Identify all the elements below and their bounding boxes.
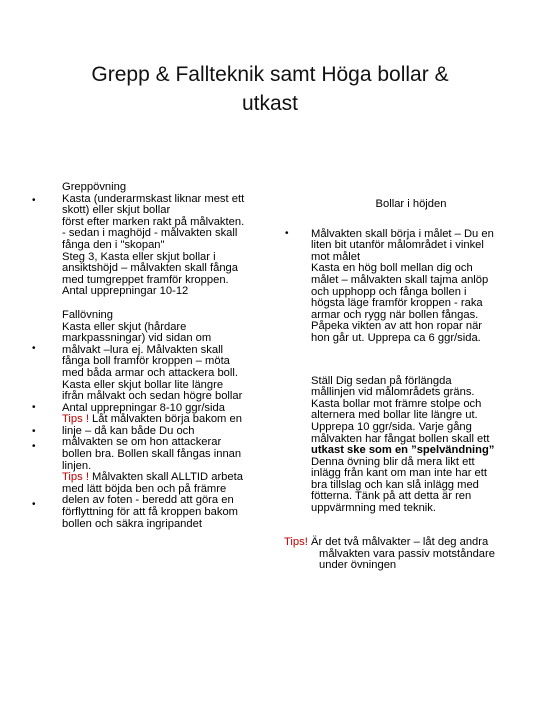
text-line: med tumgreppet framför kroppen. [62,273,229,286]
bullet: • [32,426,36,437]
text-line: Målvakten skall börja i målet – Du en [311,227,494,240]
text-line: skott) eller skjut bollar [62,204,171,217]
heading-high-balls: Bollar i höjden [375,198,447,210]
text-line: - sedan i maghöjd - målvakten skall [62,227,238,240]
text-line: utkast ske som en ”spelvändning” [311,444,495,457]
text-line: uppvärmning med teknik. [311,502,436,515]
heading-fall-exercise: Fallövning [62,308,113,321]
text-line: bollen och säkra ingripandet [62,517,202,530]
bullet: • [32,441,36,452]
title-line-1: Grepp & Fallteknik samt Höga bollar & [91,63,449,86]
text-line: Antal upprepningar 10-12 [62,285,189,298]
text-line: linjen. [62,459,92,472]
text-line: bollen bra. Bollen skall fångas innan [62,448,242,461]
text-line: Upprepa 10 ggr/sida. Varje gång [311,420,472,433]
text-line: målvakten vara passiv motståndare [319,547,495,560]
text-line: med båda armar och attackera boll. [62,366,238,379]
text-line: högsta läge framför kroppen - raka [311,297,483,310]
text-line: Kasta eller skjut bollar lite längre [62,378,224,391]
text-line: mot målet [311,250,361,263]
right-tips [284,536,514,572]
bullet: • [32,402,36,413]
text-line: armar och rygg när bollen fångas. [311,308,479,321]
slide-title [40,60,500,118]
text-line: Kasta en hög boll mellan dig och [311,262,473,275]
text-line: markpassningar) vid sidan om [62,332,212,345]
text-line: Påpeka vikten av att hon ropar när [311,320,483,333]
text-line: alternera med bollar lite längre ut. [311,409,478,422]
text-line: målet – målvakten skall tajma anlöp [311,273,489,286]
bullet: • [285,228,289,239]
text-line: Steg 3, Kasta eller skjut bollar i [62,250,216,263]
text-line: Tips ! Målvakten skall ALLTID arbeta [62,471,243,484]
text-line: Kasta eller skjut (hårdare [62,320,187,333]
bullet: • [32,195,36,206]
text-line: Kasta (underarmskast liknar mest ett [62,192,245,205]
text-line: Tips ! Låt målvakten börja bakom en [62,413,242,426]
text-line: Antal upprepningar 8-10 ggr/sida [62,401,225,414]
right-column [311,199,511,515]
tips-label: Tips ! [62,413,89,426]
text-line: linje – då kan både Du och [62,424,195,437]
text-line: målvakten har fångat bollen skall ett [311,432,490,445]
text-line: liten bit utanför målområdet i vinkel [311,239,484,252]
text-line: förflyttning för att få kroppen bakom [62,506,238,519]
text-line: fånga den i "skopan" [62,238,165,251]
bullet: • [32,499,36,510]
text-line: mållinjen vid målområdets gräns. [311,386,475,399]
text-line: Ställ Dig sedan på förlängda [311,374,452,387]
text-line: Denna övning blir då mera likt ett [311,455,475,468]
text-line: under övningen [319,559,397,572]
text-line: delen av foten - beredd att göra en [62,494,234,507]
text-line: ansiktshöjd – målvakten skall fånga [62,262,238,275]
tips-label: Tips ! [62,471,89,484]
bullet: • [32,343,36,354]
tips-label: Tips! [284,536,308,548]
text-line: Är det två målvakter – låt deg andra [311,536,489,548]
text-line: fötterna. Tänk på att detta är ren [311,490,472,503]
text-line: inlägg från kant om man inte har ett [311,467,487,480]
text-line: först efter marken rakt på målvakten. [62,215,245,228]
text-line: målvakten se om hon attackerar [62,436,222,449]
heading-grip-exercise: Greppövning [62,181,127,193]
left-column [62,182,282,530]
text-line: fånga boll framför kroppen – möta [62,355,230,368]
text-line: ifrån målvakt och sedan högre bollar [62,390,243,403]
text-line: och upphopp och fånga bollen i [311,285,467,298]
title-line-2: utkast [241,92,299,115]
text-line: målvakt –lura ej. Målvakten skall [62,343,224,356]
text-line: Kasta bollar mot främre stolpe och [311,397,482,410]
text-line: med lätt böjda ben och på främre [62,482,227,495]
text-line: bra tillslag och kan slå inlägg med [311,478,479,491]
text-line: hon går ut. Upprepa ca 6 ggr/sida. [311,331,481,344]
